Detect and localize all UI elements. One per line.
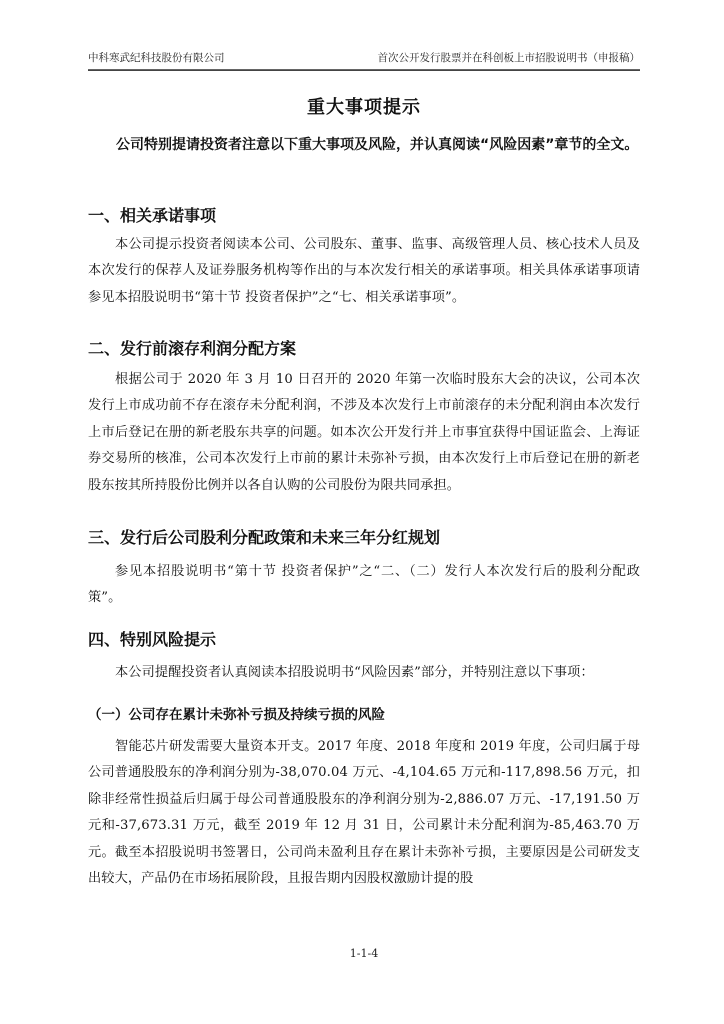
- header-company: 中科寒武纪科技股份有限公司: [88, 52, 225, 64]
- lead-notice: 公司特别提请投资者注意以下重大事项及风险，并认真阅读“风险因素”章节的全文。: [116, 137, 639, 153]
- subsection-text: 智能芯片研发需要大量资本开支。2017 年度、2018 年度和 2019 年度，公司归属于母公司普通股股东的净利润分别为-38,070.04 万元、-4,104.65 万元和-117,898.56 万元，扣除非经常性损益后归属于母公司普通股股东的净利润分别为-2,886.07 万元、-17,191.50 万元和-37,673.31 万元，截至 2019 年 12 月 31 日，公司累计未分配利润为-85,463.70 万元。截至本招股说明书签署日，公司尚未盈利且存在累计未弥补亏损，主要原因是公司研发支出较大，产品仍在市场拓展阶段，且报告期内因股权激励计提的股: [88, 739, 640, 887]
- section-heading-2: 二、发行前滚存利润分配方案: [88, 339, 297, 358]
- header-rule: [88, 69, 640, 70]
- section-heading-4: 四、特别风险提示: [88, 630, 217, 649]
- subsection-heading: （一）公司存在累计未弥补亏损及持续亏损的风险: [88, 707, 385, 723]
- page-header: [88, 50, 640, 71]
- section-heading-1: 一、相关承诺事项: [88, 206, 217, 225]
- header-document-title: 首次公开发行股票并在科创板上市招股说明书（申报稿）: [377, 52, 640, 64]
- section-text-4: 本公司提醒投资者认真阅读本招股说明书“风险因素”部分，并特别注意以下事项：: [115, 665, 594, 680]
- section-text-3: 参见本招股说明书“第十节 投资者保护”之“二、（二）发行人本次发行后的股利分配政策”。: [88, 564, 640, 606]
- section-heading-3: 三、发行后公司股利分配政策和未来三年分红规划: [88, 528, 441, 547]
- page-title: 重大事项提示: [307, 97, 421, 118]
- section-text-2: 根据公司于 2020 年 3 月 10 日召开的 2020 年第一次临时股东大会的决议，公司本次发行上市成功前不存在滚存未分配利润，不涉及本次发行上市前滚存的未分配利润由本次发行上市后登记在册的新老股东共享的问题。如本次公开发行并上市事宜获得中国证监会、上海证券交易所的核准，公司本次发行上市前的累计未弥补亏损，由本次发行上市后登记在册的新老股东按其所持股份比例并以各自认购的公司股份为限共同承担。: [88, 372, 640, 493]
- page-number: 1-1-4: [349, 947, 379, 960]
- section-text-1: 本公司提示投资者阅读本公司、公司股东、董事、监事、高级管理人员、核心技术人员及本次发行的保荐人及证券服务机构等作出的与本次发行相关的承诺事项。相关具体承诺事项请参见本招股说明书“第十节 投资者保护”之“七、相关承诺事项”。: [88, 237, 640, 305]
